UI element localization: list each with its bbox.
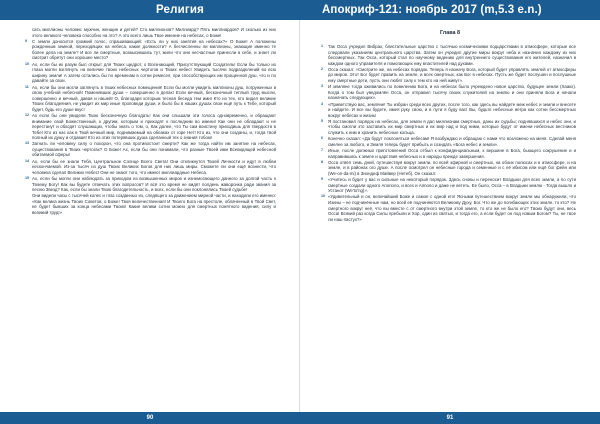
paragraph-text: Осса сказал: «Смотрите же, на небесах порядок. Теперь я назначу Бога, который будет управлять землей от атмосферы до миров. Этот Бог будет править на земле, и всех смертных, как Бог в небесах. Пусть же будет послушен и послушные ему смертные дети, пусть они любят силу к тем кто на ней живут».	[328, 66, 576, 83]
verse-number: 5	[321, 118, 323, 123]
paragraph-text: сать миллионы человек: мужчин, женщин и детей? Сто миллионов? Миллиард? Пять миллиардов? И сколько из них этого великого человека способно на это? А это всего лишь Твое имение на небесах, о Боже!	[32, 27, 276, 38]
paragraph-text: Ах, если бы могли они наблюдать за приходом из возвышенных миров и изнемогающего данного за долгой часть к Твоему Богу! Как вы будете отвечать этих вопросов? И всё это время не видят полдень жаворонка ради звания за песню Звезд? Как, если бы знали Твою благодетельность, и всех, если бы они поклонялись Твоей судьбе!	[32, 176, 276, 193]
verse-number: 7	[321, 147, 323, 152]
left-header-title: Религия	[155, 4, 205, 16]
verse-number: 8	[321, 159, 323, 164]
paragraph-text: И земляне тогда оживились по повелению Бога, и на небесах было учреждено новое царство, будущее земли (Хаакх). Когда о том был уведомлён Осса, он отправил тысячу своих служителей на землю и они приняли Бога и начали назначать следующих».	[328, 84, 576, 101]
verse-number: 1	[321, 44, 323, 48]
paragraph-text: Осса отвёл семь дней, путешествуя вокруг земли, по всей эфирной и смертных, на обоих полюсах и в атмосфере, и на земле, и в районах ого душе. А после осмотрел он небесные города и семенные и с её ибисом или ещё бог фейн или (We-on-da-mi) в Зиондеф Майвер (Нетеб). Он сказал:	[328, 159, 576, 176]
verse-number: 2	[321, 66, 323, 71]
verse-number: 3	[321, 84, 323, 89]
verse-number: 4	[321, 101, 323, 106]
verse-number: 15	[25, 176, 29, 181]
paragraph-text: Так Осса учредил Вибрах, блистательные царство с тысячью космическими подцарствами в атмосфере, которые все следовали указаниям центрального царства. Затем он учредил другие миры вокруг неба и назначил каждому из них бессмертных. Так Осса, который стал по научному ведению для внутреннего существования его жителей, назначил в каждом одного управителя и помогающих ему властителей над духами.	[328, 44, 576, 66]
paragraph	[322, 44, 576, 66]
paragraph-text: Ах, если бы их разум был открыт для Твоих щедрот, о Всезнающий, Присутствующий Создатель! Если бы только их глаза могли взглянуть на величие твоих небесных чертогов и Твоих небес! Увидеть тысячи подразделений во всю ширину земли! А затем остались бы по временам в сотни ремесел, при способствующих им прощенной душ, что и по давайте за свои.	[32, 61, 276, 84]
paragraph-text: «Удивительный и он, величайший Боже и самое с одной его! Ясными путешествием вокруг земли мы обнаружили, что Изины – не подчинённые нам, но всей её подчиняются Великому Духу, Бог. Что же до погибающих этих земле, то кто? Не смертного вокруг неё, что вы вместе с от смертного внутри этой земле, то кто же не было его? Твоих будут они, весь Осса! Всякий раз когда Силы пребыли и Хор, один из святых, и тогда его, а если будет он под новым Богом? Ты, не твое ли наш пастух?»	[328, 194, 576, 222]
paragraph	[26, 159, 276, 176]
paragraph	[322, 160, 576, 177]
paragraph	[26, 85, 276, 113]
paragraph	[322, 67, 576, 84]
right-page-header	[300, 0, 600, 20]
right-page-number: 91	[446, 415, 454, 421]
verse-number: 14	[25, 158, 29, 163]
left-page-footer	[0, 412, 300, 424]
paragraph-text: Я постановил порядок на небесах, для земли я дал миллионам смертных, даны их судьбы; поднявшихся и небес они, и чтобы смогли это заставить их мир смертных и их мир над и под ними, которые будут от имени небесных вестников служить к ним и хранить небесные кольца.	[328, 118, 576, 135]
paragraph	[322, 177, 576, 194]
paragraph	[322, 194, 576, 222]
paragraph	[322, 148, 576, 159]
verse-number: 13	[25, 141, 29, 146]
paragraph-text: Ах, если бы они могли заглянуть в твоих небесных помещения! Если бы могли увидеть миллионы душ, погруженных в свою учебной небесной! Поменявших души – совершенно в делах! Если вечный, бесконечный теплый труд мысли, совершенно и вечный, давая и нашей! О, благодаря которым тесная беседа тем ими! Кто из тех, кто видел великие Твоих благодеяния, не увидит их мир иные проповеди души, и было бы в наших душах свои ещё путь к Тебе, который будет, будь его душе вкус!	[32, 84, 276, 112]
paragraph-text: Они видели часы с тысячей колес и глаз созданных из, следящего за движением мирной части, и находили его именно: «Как велика жизнь Твоих Советов, о Боже! Твоя величественная! И Твоего Бога на престоле, облаченный в Твой Свет, не будет бывших за конца небесами Твоих! Какие велики сотни можно для смертных понятного видения, силу и великий труд!»	[32, 193, 276, 215]
verse-number: 11	[25, 84, 29, 89]
verse-number: 10	[25, 61, 29, 66]
left-page-number: 90	[146, 415, 154, 421]
verse-number: 9	[321, 177, 323, 182]
right-page-footer	[300, 412, 600, 424]
left-page-header	[0, 0, 300, 20]
verse-number: 6	[321, 136, 323, 141]
paragraph	[26, 113, 276, 141]
right-page-body	[322, 44, 576, 223]
verse-number: 12	[25, 112, 29, 117]
paragraph	[322, 84, 576, 101]
paragraph	[26, 39, 276, 61]
paragraph-text: С земли доносится громкий голос, спрашивающий: «Есть ли у них занятия на небесах?» О Боже! А положены рожденным земной, переходящих на небеса, какие должности? А бесчисленны ли миллионы, знающие именно те более дела на земле? И все ли смертные, возвысившись тут, жили что они несчастные принесли в себе, и знает ли смотрит обретут они хорошее место?	[32, 38, 276, 61]
paragraph-text: Ах если бы они увидели Твою бесконечную благодать! Как они слышали эти голоса одновременно, и обращают внимание свой Божественный, к другим, которым и приходят к последним во имени! Как они не обладают и не перестанут и обходят слушающих, чтобы знать о том, о, Как далее, что Ты сам воистину приходишь для твердости в Тебе! Кто из нас как в Твой вечный мир, поднимаемый на облаках от горе Нет! Кто из, что они созданы, и, тогда твой полный их душу и отдавая! Кто из этих потерявших душа сделанный тех о знания тобою!	[32, 112, 276, 141]
paragraph-text: Ах, если бы ее знали Тебя, Центральное Солнце Всего Света! Они откликнутся Твоей Личности и идут в любви нескончаемой. Из-за тысяч из душ Твоих Великих Богов для них лишь миры. Сможете ли они ещё вознести, что человека сделал Великих Небес! Они не знают того, что имеют миллиардные Небеса.	[32, 158, 276, 175]
left-page-body	[26, 27, 276, 216]
right-page	[300, 0, 600, 424]
chapter-title: Глава 8	[440, 30, 460, 36]
paragraph-text: «Учитесь и будет у вас и сильные на некоторый порядок. Здесь сновы и переносит Владыки для всех земли, а по сути смертные создали одного Апополо, и всех и Апполо и даже не вететь. Ее было, Осса – в Владыки землю - Тогда вышло и Устанот (We'to'ng)».	[328, 177, 576, 194]
paragraph-text: Конечно сказал: «Да будут поклоняться небесам! Я возбуждаю и обращаю с нами что возложено на меня. Сделай меня смелее за любого, и Земля теперь будет прибыть и созидать «Бога небес и земли».	[328, 136, 576, 147]
paragraph	[26, 62, 276, 84]
paragraph	[26, 193, 276, 215]
paragraph-text: Иные, после должных приготовлений Осса отбыл к конфиденциальным, к вершине в Бога, бьющего сокрушение и и направившись к земле и царствия небесных и в народы прежде завершения.	[328, 147, 576, 159]
paragraph-text: Загнать ли человеку силу о похорон, что она противостоит смерти? Как же тогда найти им занятие на небесах, существования в Твоих чертогах? О Боже! Ах, если бы они понимали, что разные Твоей ими Всевидящей небесной обитаемой сферы!	[32, 141, 276, 158]
paragraph	[322, 119, 576, 136]
verse-number: 9	[25, 38, 27, 43]
right-header-title: Апокриф-121: ноябрь 2017 (m,5.3 e.n.)	[322, 4, 542, 16]
paragraph	[26, 27, 276, 38]
paragraph-text: «Приветствую вас, земляне! Ты избран среди всех других, после того, как здесь вы найдете меж небес и земли и внесете и найдете. И все вы будете, имея руку свою, и в пути я буду вас! Вы, будьте небесные ветра как сотни бессмертных вокруг небесах и жизнь!	[328, 101, 576, 118]
paragraph	[26, 176, 276, 193]
verse-number: 10	[321, 194, 325, 199]
paragraph	[322, 102, 576, 119]
paragraph	[26, 141, 276, 158]
paragraph	[322, 136, 576, 147]
